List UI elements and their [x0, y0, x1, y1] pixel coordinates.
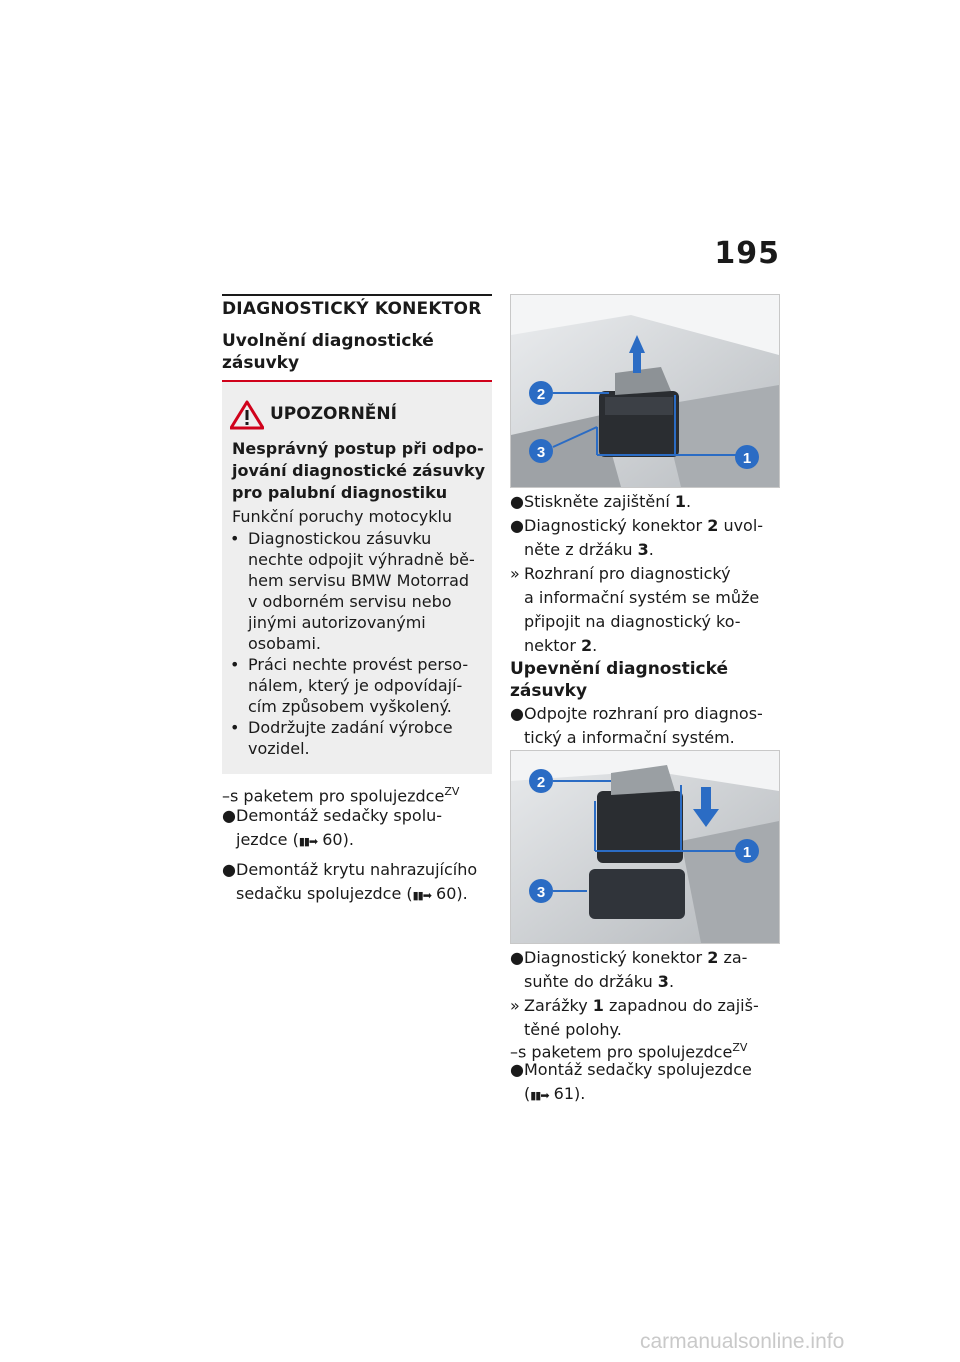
option-text: –s paketem pro spolujezdce — [510, 1042, 733, 1062]
callout-ref: 2 — [580, 636, 593, 655]
result-line: těné polohy. — [524, 1020, 622, 1039]
result-line: připojit na diagnostický ko- — [524, 612, 741, 631]
warning-cause-line: jování diagnostické zásuvky — [232, 461, 486, 480]
step-line: suňte do držáku — [524, 972, 658, 991]
callout-ref: 1 — [674, 492, 687, 511]
step-item — [222, 858, 492, 908]
step-text — [510, 514, 780, 562]
step-text — [222, 804, 492, 854]
subtitle — [222, 330, 492, 374]
result-item — [510, 994, 780, 1042]
figure-connector-release — [510, 294, 780, 488]
step-line-end: ). — [342, 830, 354, 849]
warning-triangle-icon — [230, 400, 264, 430]
bullet-line: jinými autorizovanými — [248, 613, 426, 632]
callout-ref: 3 — [637, 540, 649, 559]
bullet-line: vozidel. — [248, 739, 310, 758]
step-text — [510, 946, 780, 994]
step-line: Demontáž krytu nahrazujícího — [236, 860, 478, 879]
step-item — [510, 1058, 780, 1108]
bullet-line: osobami. — [248, 634, 321, 653]
page-number: 195 — [714, 236, 780, 271]
subtitle-2-line-2: zásuvky — [510, 681, 588, 701]
subtitle-2-line-1: Upevnění diagnostické — [510, 659, 729, 679]
bullet-marker: ● — [510, 492, 524, 511]
page-ref[interactable]: 60 — [436, 884, 457, 903]
result-line: Rozhraní pro diagnostický — [524, 564, 731, 583]
step-line: Diagnostický konektor — [524, 516, 708, 535]
step-line: za- — [718, 948, 748, 967]
step-text — [222, 858, 492, 908]
bullet-line: v odborném servisu nebo — [248, 592, 452, 611]
warning-heading: UPOZORNĚNÍ — [270, 404, 397, 424]
step-line: Stiskněte zajištění — [524, 492, 675, 511]
section-rule — [222, 294, 492, 296]
subtitle-2 — [510, 658, 780, 702]
bullet-marker: ● — [510, 704, 524, 723]
callout-label: 3 — [536, 884, 546, 901]
result-line: Zarážky — [524, 996, 593, 1015]
warning-consequence: Funkční poruchy motocyklu — [232, 507, 453, 526]
step-line: uvol- — [718, 516, 764, 535]
step-text — [510, 702, 780, 750]
callout-label: 1 — [742, 450, 752, 467]
bullet-line: cím způsobem vyškolený. — [248, 697, 452, 716]
section-title: DIAGNOSTICKÝ KONEKTOR — [222, 299, 482, 319]
page-ref[interactable]: 60 — [322, 830, 343, 849]
bullet-marker: ● — [510, 516, 524, 535]
page-ref-arrow-icon: ▮▮➡ — [530, 1089, 549, 1102]
step-line: jezdce ( — [236, 830, 299, 849]
callout-label: 3 — [536, 444, 546, 461]
step-item — [510, 946, 780, 994]
bullet-line: Práci nechte provést perso- — [248, 655, 469, 674]
step-text — [510, 1058, 780, 1108]
warning-bullet: • Práci nechte provést perso- nálem, který je odpovídají- cím způsobem vyškolený. — [222, 654, 487, 717]
callout-label: 2 — [536, 386, 546, 403]
callout-label: 1 — [742, 844, 752, 861]
step-line-end: ). — [574, 1084, 586, 1103]
step-line-end: . — [648, 540, 654, 559]
result-marker: » — [510, 564, 520, 583]
callout-ref: 2 — [707, 948, 719, 967]
subtitle-line-2: zásuvky — [222, 353, 300, 373]
step-item — [510, 514, 780, 562]
warning-cause-line: pro palubní diagnostiku — [232, 483, 448, 502]
bullet-marker: ● — [510, 1060, 524, 1079]
option-superscript: ZV — [732, 1041, 748, 1054]
figure-illustration — [511, 751, 779, 943]
bullet-line: nechte odpojit výhradně bě- — [248, 550, 475, 569]
warning-cause-line: Nesprávný postup při odpo- — [232, 439, 484, 458]
bullet-line: nálem, který je odpovídají- — [248, 676, 463, 695]
callout-label: 2 — [536, 774, 546, 791]
bullet-marker: ● — [222, 806, 236, 825]
step-item — [222, 804, 492, 854]
step-line-end: ). — [456, 884, 468, 903]
step-line: sedačku spolujezdce ( — [236, 884, 413, 903]
warning-bullet: • Dodržujte zadání výrobce vozidel. — [222, 717, 487, 759]
result-text — [510, 562, 780, 658]
result-line: zapadnou do zajiš- — [603, 996, 759, 1015]
result-line-end: . — [592, 636, 598, 655]
result-text — [510, 994, 780, 1042]
step-line-end: . — [686, 492, 692, 511]
option-superscript: ZV — [444, 785, 460, 798]
bullet-line: hem servisu BMW Motorrad — [248, 571, 470, 590]
callout-ref: 1 — [592, 996, 604, 1015]
page-ref[interactable]: 61 — [553, 1084, 575, 1103]
page-ref-arrow-icon: ▮▮➡ — [298, 835, 318, 848]
option-text: –s paketem pro spolujezdce — [222, 786, 445, 806]
bullet-line: Dodržujte zadání výrobce — [248, 718, 453, 737]
watermark[interactable]: carmanualsonline.info — [640, 1330, 845, 1353]
bullet-marker: ● — [510, 948, 524, 967]
callout-ref: 3 — [657, 972, 669, 991]
step-line: Demontáž sedačky spolu- — [236, 806, 443, 825]
callout-ref: 2 — [707, 516, 719, 535]
figure-illustration — [511, 295, 779, 487]
figure-connector-fastening — [510, 750, 780, 944]
result-line: nektor — [524, 636, 581, 655]
step-line: něte z držáku — [524, 540, 638, 559]
step-line: Montáž sedačky spolujezdce — [524, 1060, 752, 1079]
step-item — [510, 490, 780, 514]
step-item — [510, 702, 780, 750]
step-line-end: . — [668, 972, 675, 991]
bullet-line: Diagnostickou zásuvku — [248, 529, 432, 548]
warning-box — [222, 380, 492, 774]
warning-bullets — [222, 528, 487, 759]
bullet-marker: ● — [222, 860, 236, 879]
result-line: a informační systém se může — [524, 588, 760, 607]
step-line: Diagnostický konektor — [524, 948, 708, 967]
step-line: tický a informační systém. — [524, 728, 735, 747]
warning-bullet: • Diagnostickou zásuvku nechte odpojit výhradně bě- hem servisu BMW Motorrad v odborném servisu nebo jinými autorizovanými osobami. — [222, 528, 487, 654]
step-text — [510, 490, 780, 514]
step-line: Odpojte rozhraní pro diagnos- — [524, 704, 763, 723]
result-marker: » — [510, 996, 520, 1015]
page-ref-arrow-icon: ▮▮➡ — [412, 889, 431, 902]
result-item — [510, 562, 780, 658]
warning-cause — [232, 438, 487, 504]
subtitle-line-1: Uvolnění diagnostické — [222, 331, 434, 351]
step-line: ( — [524, 1084, 531, 1103]
